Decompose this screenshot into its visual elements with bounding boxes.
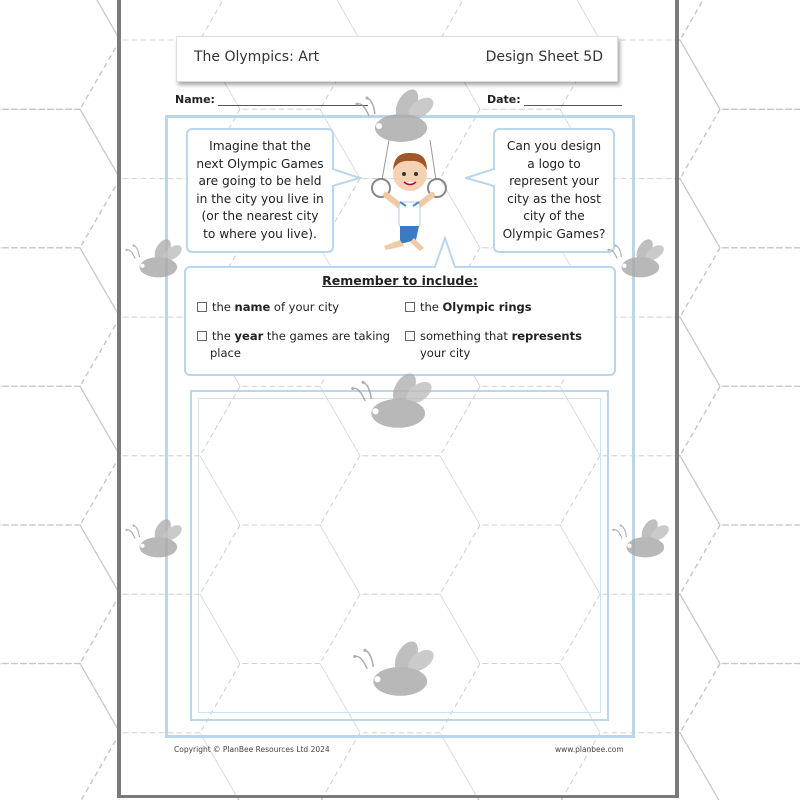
speech-bubble-right	[493, 128, 615, 253]
date-line[interactable]	[524, 93, 622, 106]
footer-copyright: Copyright © PlanBee Resources Ltd 2024	[174, 745, 330, 754]
prompt-line: to where you live).	[203, 226, 317, 241]
speech-bubble-left-tail	[332, 166, 362, 190]
prompt-line: Imagine that the	[209, 139, 311, 153]
worksheet-title: The Olympics: Art	[194, 49, 320, 65]
date-field[interactable]	[487, 93, 622, 106]
header-banner	[176, 36, 618, 82]
prompt-line: city as the host	[507, 191, 601, 206]
bee-icon	[125, 518, 183, 562]
prompt-line: Can you design	[506, 139, 602, 153]
remember-title: Remember to include:	[322, 273, 478, 288]
checkbox[interactable]	[405, 331, 415, 341]
checkbox[interactable]	[197, 302, 207, 312]
prompt-line: in the city you live in	[196, 191, 324, 206]
prompt-line: (or the nearest city	[201, 209, 319, 223]
date-label: Date:	[487, 93, 521, 106]
bee-icon	[352, 640, 436, 702]
name-field[interactable]	[175, 93, 368, 106]
checklist-item-rings[interactable]: the Olympic rings	[405, 299, 532, 316]
speech-bubble-left	[186, 128, 334, 253]
prompt-line: a logo to	[527, 156, 581, 171]
bee-icon	[355, 88, 435, 148]
checkbox[interactable]	[405, 302, 415, 312]
speech-bubble-right-tail	[465, 166, 495, 190]
prompt-line: next Olympic Games	[196, 156, 324, 171]
checklist-item-name[interactable]: the name of your city	[197, 299, 339, 316]
name-label: Name:	[175, 93, 215, 106]
bee-icon	[350, 372, 434, 434]
prompt-line: city of the	[523, 209, 585, 223]
name-line[interactable]	[218, 93, 368, 106]
remember-box-tail	[433, 236, 457, 268]
prompt-line: are going to be held	[198, 174, 322, 188]
prompt-line: Olympic Games?	[502, 226, 606, 241]
bee-icon	[125, 238, 183, 282]
bee-icon	[612, 518, 670, 562]
checklist-item-represents[interactable]: something that represents your city	[405, 328, 582, 362]
bee-icon	[607, 238, 665, 282]
checkbox[interactable]	[197, 331, 207, 341]
checklist-item-year[interactable]: the year the games are taking place	[197, 328, 390, 362]
sheet-number: Design Sheet 5D	[485, 49, 603, 65]
footer-website: www.planbee.com	[555, 745, 624, 754]
prompt-line: represent your	[509, 174, 599, 188]
